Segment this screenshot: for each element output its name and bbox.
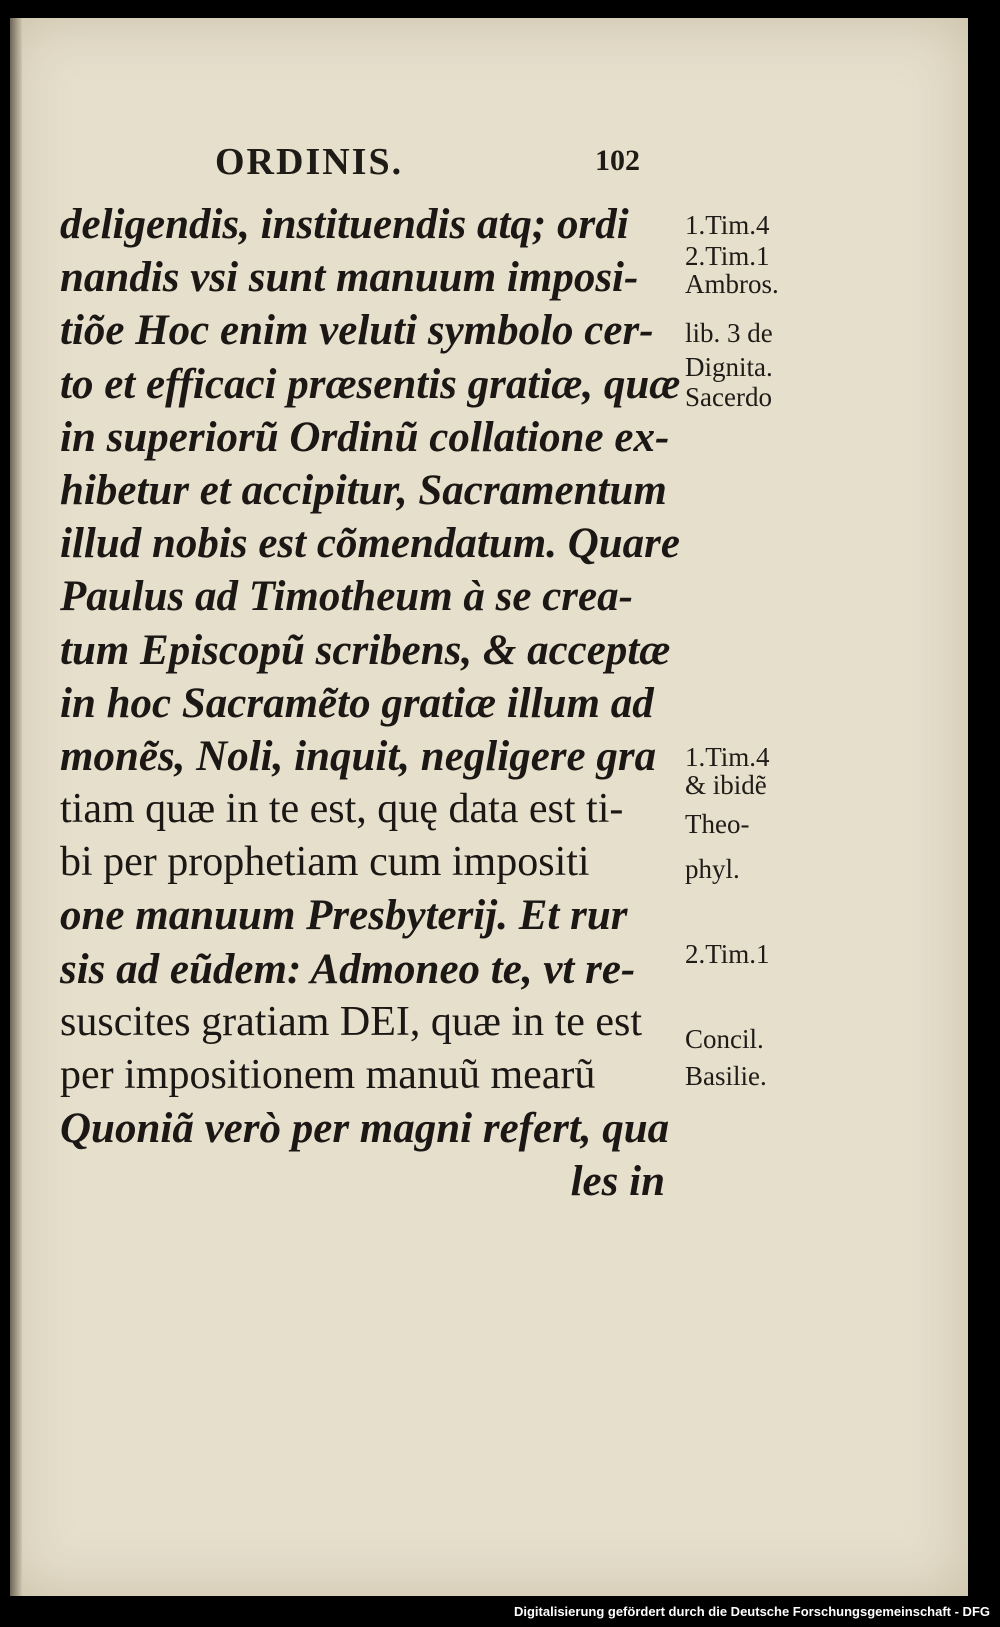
margin-note: phyl. — [685, 854, 740, 885]
page-header — [10, 130, 968, 190]
main-text — [60, 198, 700, 1209]
margin-note: lib. 3 de — [685, 318, 773, 349]
text-line: one manuum Presbyterij. Et rur — [60, 892, 628, 940]
running-head: ORDINIS. — [215, 141, 404, 183]
text-line: tiam quæ in te est, quę data est ti- — [60, 786, 624, 833]
digitization-credit: Digitalisierung gefördert durch die Deutsche Forschungsgemeinschaft - DFG — [513, 1604, 990, 1619]
page-number: 102 — [595, 144, 640, 177]
text-line: Paulus ad Timotheum à se crea- — [60, 573, 633, 621]
margin-note: Theo- — [685, 809, 750, 840]
text-line: deligendis, instituendis atq; ordi — [60, 201, 629, 248]
margin-note: Concil. — [685, 1024, 764, 1054]
margin-note: Ambros. — [685, 269, 779, 300]
text-line: tum Episcopũ scribens, & acceptæ — [60, 626, 671, 674]
margin-note: Sacerdo — [685, 381, 772, 412]
text-line: in hoc Sacramẽto gratiæ illum ad — [60, 679, 654, 727]
margin-note: Dignita. — [685, 351, 773, 382]
text-line: Quoniã verò per magni refert, qua — [60, 1105, 670, 1153]
book-page — [10, 18, 968, 1596]
margin-note: & ibidẽ — [685, 770, 767, 800]
page-gutter — [10, 18, 22, 1596]
text-line: illud nobis est cõmendatum. Quare — [60, 520, 680, 568]
text-line: hibetur et accipitur, Sacramentum — [60, 466, 667, 514]
text-line: tiõe Hoc enim veluti symbolo cer- — [60, 307, 654, 355]
text-line: bi per prophetiam cum impositi — [60, 839, 590, 886]
margin-note: Basilie. — [685, 1061, 767, 1092]
footer-strip — [0, 1597, 1000, 1627]
margin-note: 1.Tim.4 — [685, 742, 770, 772]
margin-note: 2.Tim.1 — [685, 241, 770, 272]
margin-note: 2.Tim.1 — [685, 938, 770, 969]
text-line: to et efficaci præsentis gratiæ, quæ — [60, 360, 681, 408]
margin-note: 1.Tim.4 — [685, 210, 770, 240]
text-line: per impositionem manuũ mearũ — [60, 1052, 596, 1098]
text-line: nandis vsi sunt manuum imposi- — [60, 254, 639, 302]
text-line: sis ad eũdem: Admoneo te, vt re- — [60, 945, 636, 993]
text-line: in superiorũ Ordinũ collatione ex- — [60, 413, 670, 461]
catchword: les in — [570, 1158, 665, 1206]
text-line: suscites gratiam DEI, quæ in te est — [60, 998, 643, 1045]
text-line: monẽs, Noli, inquit, negligere gra — [60, 732, 657, 780]
